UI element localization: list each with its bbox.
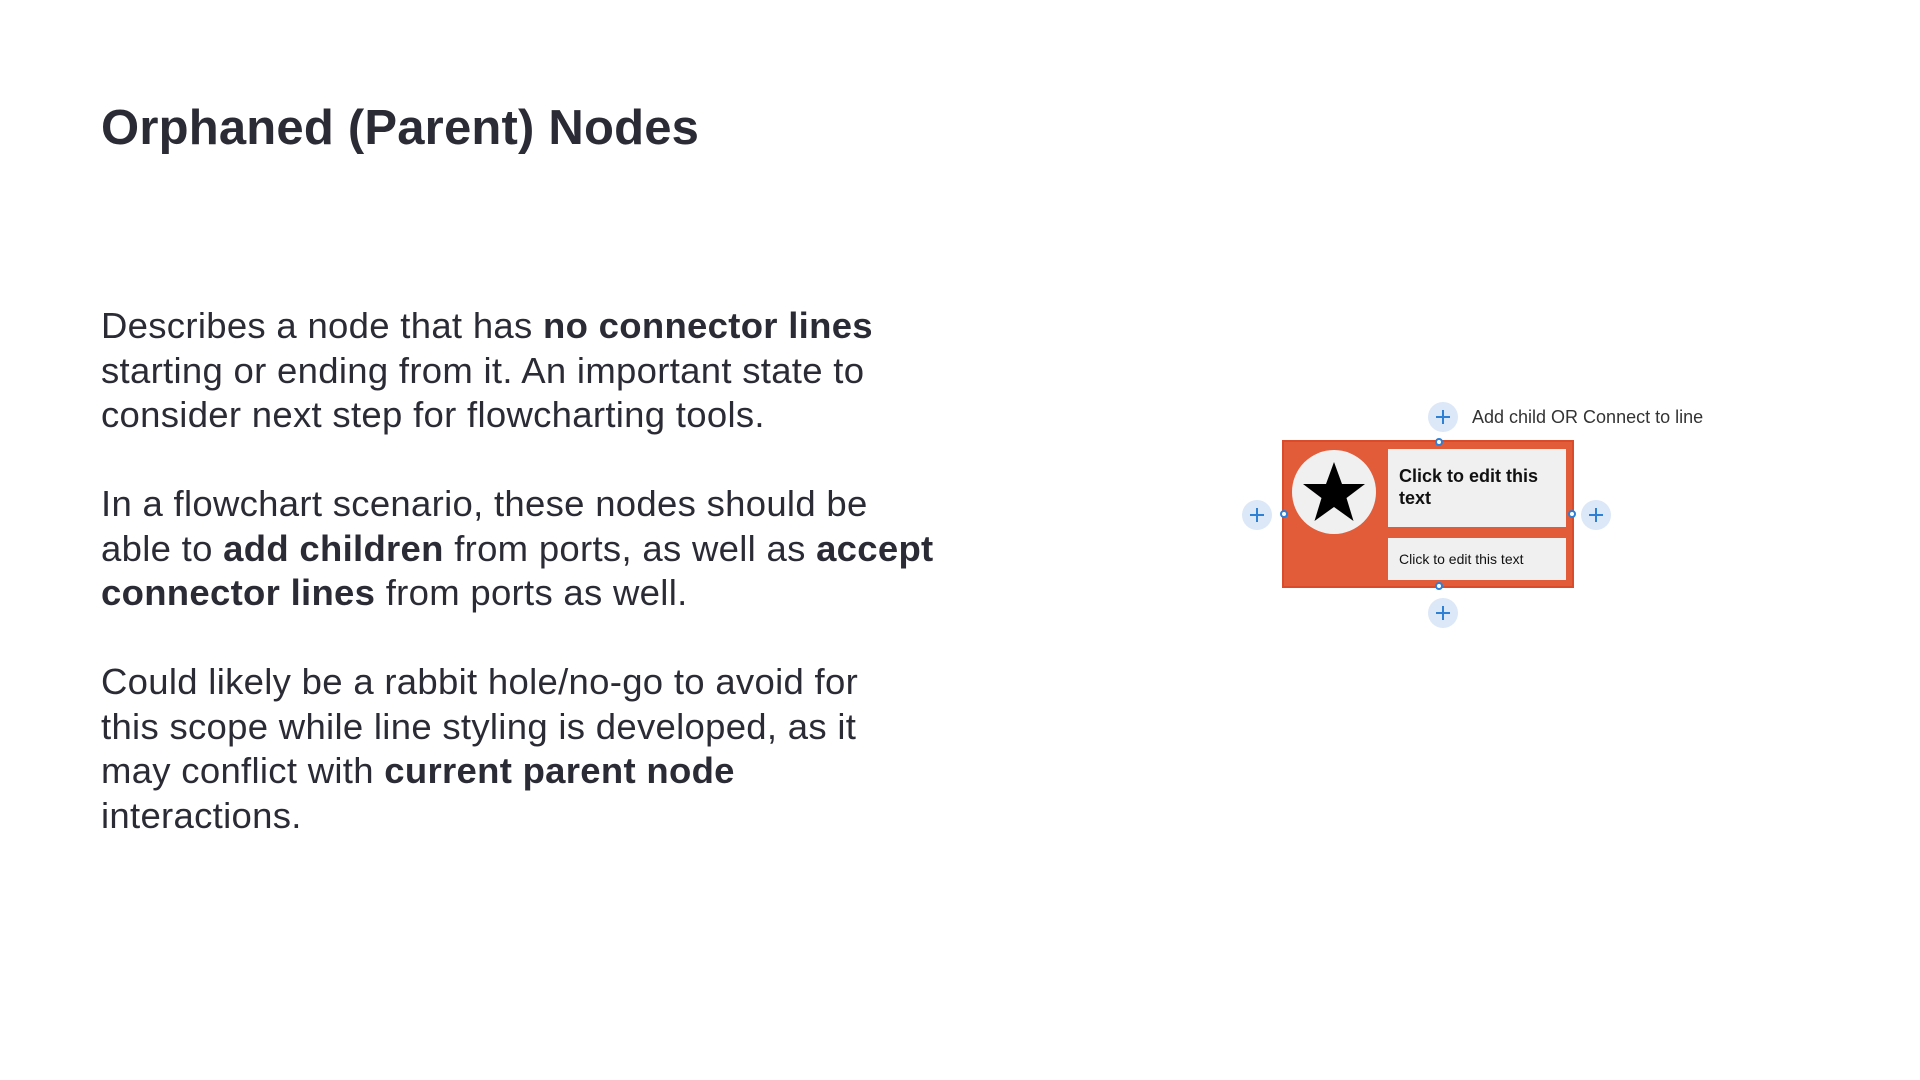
text-span: Describes a node that has (101, 305, 544, 346)
bold-span: connector lines (101, 572, 376, 613)
text-span: interactions. (101, 794, 302, 836)
text-span: consider next step for flowcharting tools. (101, 394, 765, 435)
text-span: starting or ending from it. An important state to (101, 349, 865, 391)
text-span: may conflict with (101, 750, 385, 791)
text-span: this scope while line styling is developed, as it (101, 705, 857, 747)
add-child-bottom-button[interactable] (1428, 598, 1458, 628)
bold-span: accept (816, 527, 934, 569)
paragraph-2 (101, 482, 981, 616)
plus-icon (1249, 507, 1265, 523)
hint-label: Add child OR Connect to line (1472, 407, 1704, 427)
paragraph-3 (101, 660, 981, 838)
text-span: Could likely be a rabbit hole/no-go to avoid for (101, 661, 859, 702)
add-child-top-button[interactable] (1428, 402, 1458, 432)
node-subtitle-text[interactable]: Click to edit this text (1388, 538, 1566, 580)
port-top[interactable] (1435, 438, 1443, 446)
flowchart-node[interactable] (1284, 442, 1572, 586)
plus-icon (1435, 605, 1451, 621)
text-span: from ports, as well as (443, 527, 817, 569)
add-child-right-button[interactable] (1581, 500, 1611, 530)
node-title-text[interactable]: Click to edit this text (1388, 449, 1566, 527)
page-title: Orphaned (Parent) Nodes (101, 101, 700, 155)
bold-span: current parent node (384, 750, 735, 791)
description (101, 304, 981, 883)
text-span: In a flowchart scenario, these nodes should be (101, 483, 868, 524)
star-icon (1301, 460, 1367, 524)
text-span: from ports as well. (375, 572, 688, 613)
paragraph-1 (101, 304, 981, 438)
add-child-left-button[interactable] (1242, 500, 1272, 530)
plus-icon (1588, 507, 1604, 523)
port-right[interactable] (1568, 510, 1576, 518)
bold-span: add children (223, 527, 444, 569)
bold-span: no connector lines (543, 305, 873, 346)
port-bottom[interactable] (1435, 582, 1443, 590)
port-left[interactable] (1280, 510, 1288, 518)
text-span: able to (101, 527, 224, 569)
node-icon-circle (1292, 450, 1376, 534)
plus-icon (1435, 409, 1451, 425)
